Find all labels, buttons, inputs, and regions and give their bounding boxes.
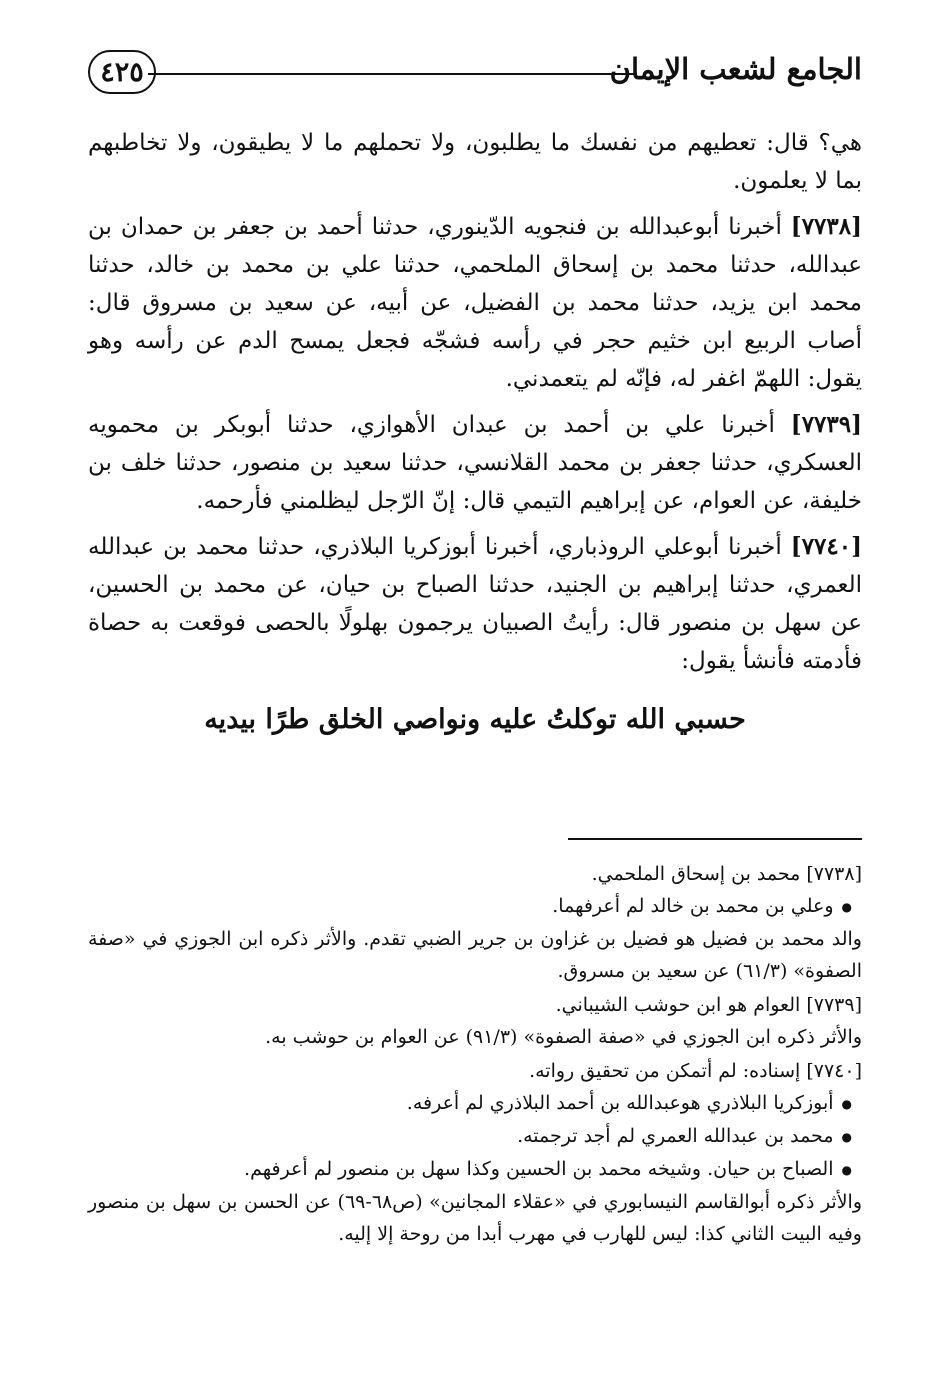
footnote-note: والد محمد بن فضيل هو فضيل بن غزاون بن جرير الضبي تقدم. والأثر ذكره ابن الجوزي في «صفة الصفوة» (٦١/٣) عن سعيد بن مسروق. bbox=[88, 928, 862, 982]
footnote-bullet: ● محمد بن عبدالله العمري لم أجد ترجمته. bbox=[88, 1120, 862, 1153]
paragraph-continuation bbox=[88, 124, 862, 200]
footnote-bullet: ● وعلي بن محمد بن خالد لم أعرفهما. bbox=[88, 890, 862, 923]
footnote-separator bbox=[568, 838, 862, 840]
footnotes-section bbox=[88, 858, 862, 1252]
hadith-text: أخبرنا أبوعلي الروذباري، أخبرنا أبوزكريا البلاذري، حدثنا محمد بن عبدالله العمري، حدثنا إبراهيم بن الجنيد، حدثنا الصباح بن حيان، عن محمد بن الحسين، عن سهل بن منصور قال: رأيتُ الصبيان يرجمون بهلولًا بالحصى فوقعت به حصاة فأدمته فأنشأ يقول: bbox=[88, 534, 862, 674]
hadith-7739 bbox=[88, 406, 862, 520]
footnote-7740 bbox=[88, 1055, 862, 1250]
hadith-7738 bbox=[88, 208, 862, 398]
page-header bbox=[88, 48, 862, 100]
hadith-number: [٧٧٤٠] bbox=[790, 533, 862, 560]
running-title: الجامع لشعب الإيمان bbox=[609, 52, 862, 86]
page-number-badge bbox=[88, 50, 156, 94]
page-number: ٤٢٥ bbox=[100, 56, 144, 88]
footnote-head: [٧٧٤٠] إسناده: لم أتمكن من تحقيق رواته. bbox=[529, 1060, 862, 1082]
paragraph-text: هي؟ قال: تعطيهم من نفسك ما يطلبون، ولا تحملهم ما لا يطيقون، ولا تخاطبهم بما لا يعلمون. bbox=[88, 130, 863, 194]
hadith-text: أخبرنا أبوعبدالله بن فنجويه الدّينوري، حدثنا أحمد بن جعفر بن حمدان بن عبدالله، حدثنا محمد بن إسحاق الملحمي، حدثنا علي بن محمد بن خالد، حدثنا محمد ابن يزيد، حدثنا محمد بن الفضيل، عن أبيه، عن سعيد بن مسروق قال: أصاب الربيع ابن خثيم حجر في رأسه فشجّه فجعل يمسح الدم عن رأسه وهو يقول: اللهمّ اغفر له، فإنّه لم يتعمدني. bbox=[88, 214, 862, 392]
footnote-note: والأثر ذكره أبوالقاسم النيسابوري في «عقلاء المجانين» (ص٦٨-٦٩) عن الحسن بن سهل بن منصور وفيه البيت الثاني كذا: ليس للهارب في مهرب أبدا من روحة إلا إليه. bbox=[88, 1191, 862, 1245]
footnote-head: [٧٧٣٨] محمد بن إسحاق الملحمي. bbox=[591, 863, 862, 885]
footnote-bullet: ● الصباح بن حيان. وشيخه محمد بن الحسين وكذا سهل بن منصور لم أعرفهم. bbox=[88, 1153, 862, 1186]
footnote-7738 bbox=[88, 858, 862, 987]
hadith-7740 bbox=[88, 528, 862, 680]
poetry-verse: حسبي الله توكلتُ عليه ونواصي الخلق طرًا بيديه bbox=[204, 704, 746, 735]
footnote-7739 bbox=[88, 989, 862, 1053]
hadith-number: [٧٧٣٩] bbox=[790, 411, 862, 438]
footnote-note: والأثر ذكره ابن الجوزي في «صفة الصفوة» (٩١/٣) عن العوام بن حوشب به. bbox=[265, 1026, 862, 1048]
hadith-text: أخبرنا علي بن أحمد بن عبدان الأهوازي، حدثنا أبوبكر بن محمويه العسكري، حدثنا جعفر بن محمد القلانسي، حدثنا سعيد بن منصور، حدثنا خلف بن خليفة، عن العوام، عن إبراهيم التيمي قال: إنّ الرّجل ليظلمني فأرحمه. bbox=[88, 412, 862, 514]
footnote-bullet: ● أبوزكريا البلاذري هوعبدالله بن أحمد البلاذري لم أعرفه. bbox=[88, 1087, 862, 1120]
hadith-number: [٧٧٣٨] bbox=[790, 213, 862, 240]
footnote-head: [٧٧٣٩] العوام هو ابن حوشب الشيباني. bbox=[555, 994, 862, 1016]
main-text bbox=[88, 124, 862, 735]
header-rule bbox=[148, 73, 637, 75]
